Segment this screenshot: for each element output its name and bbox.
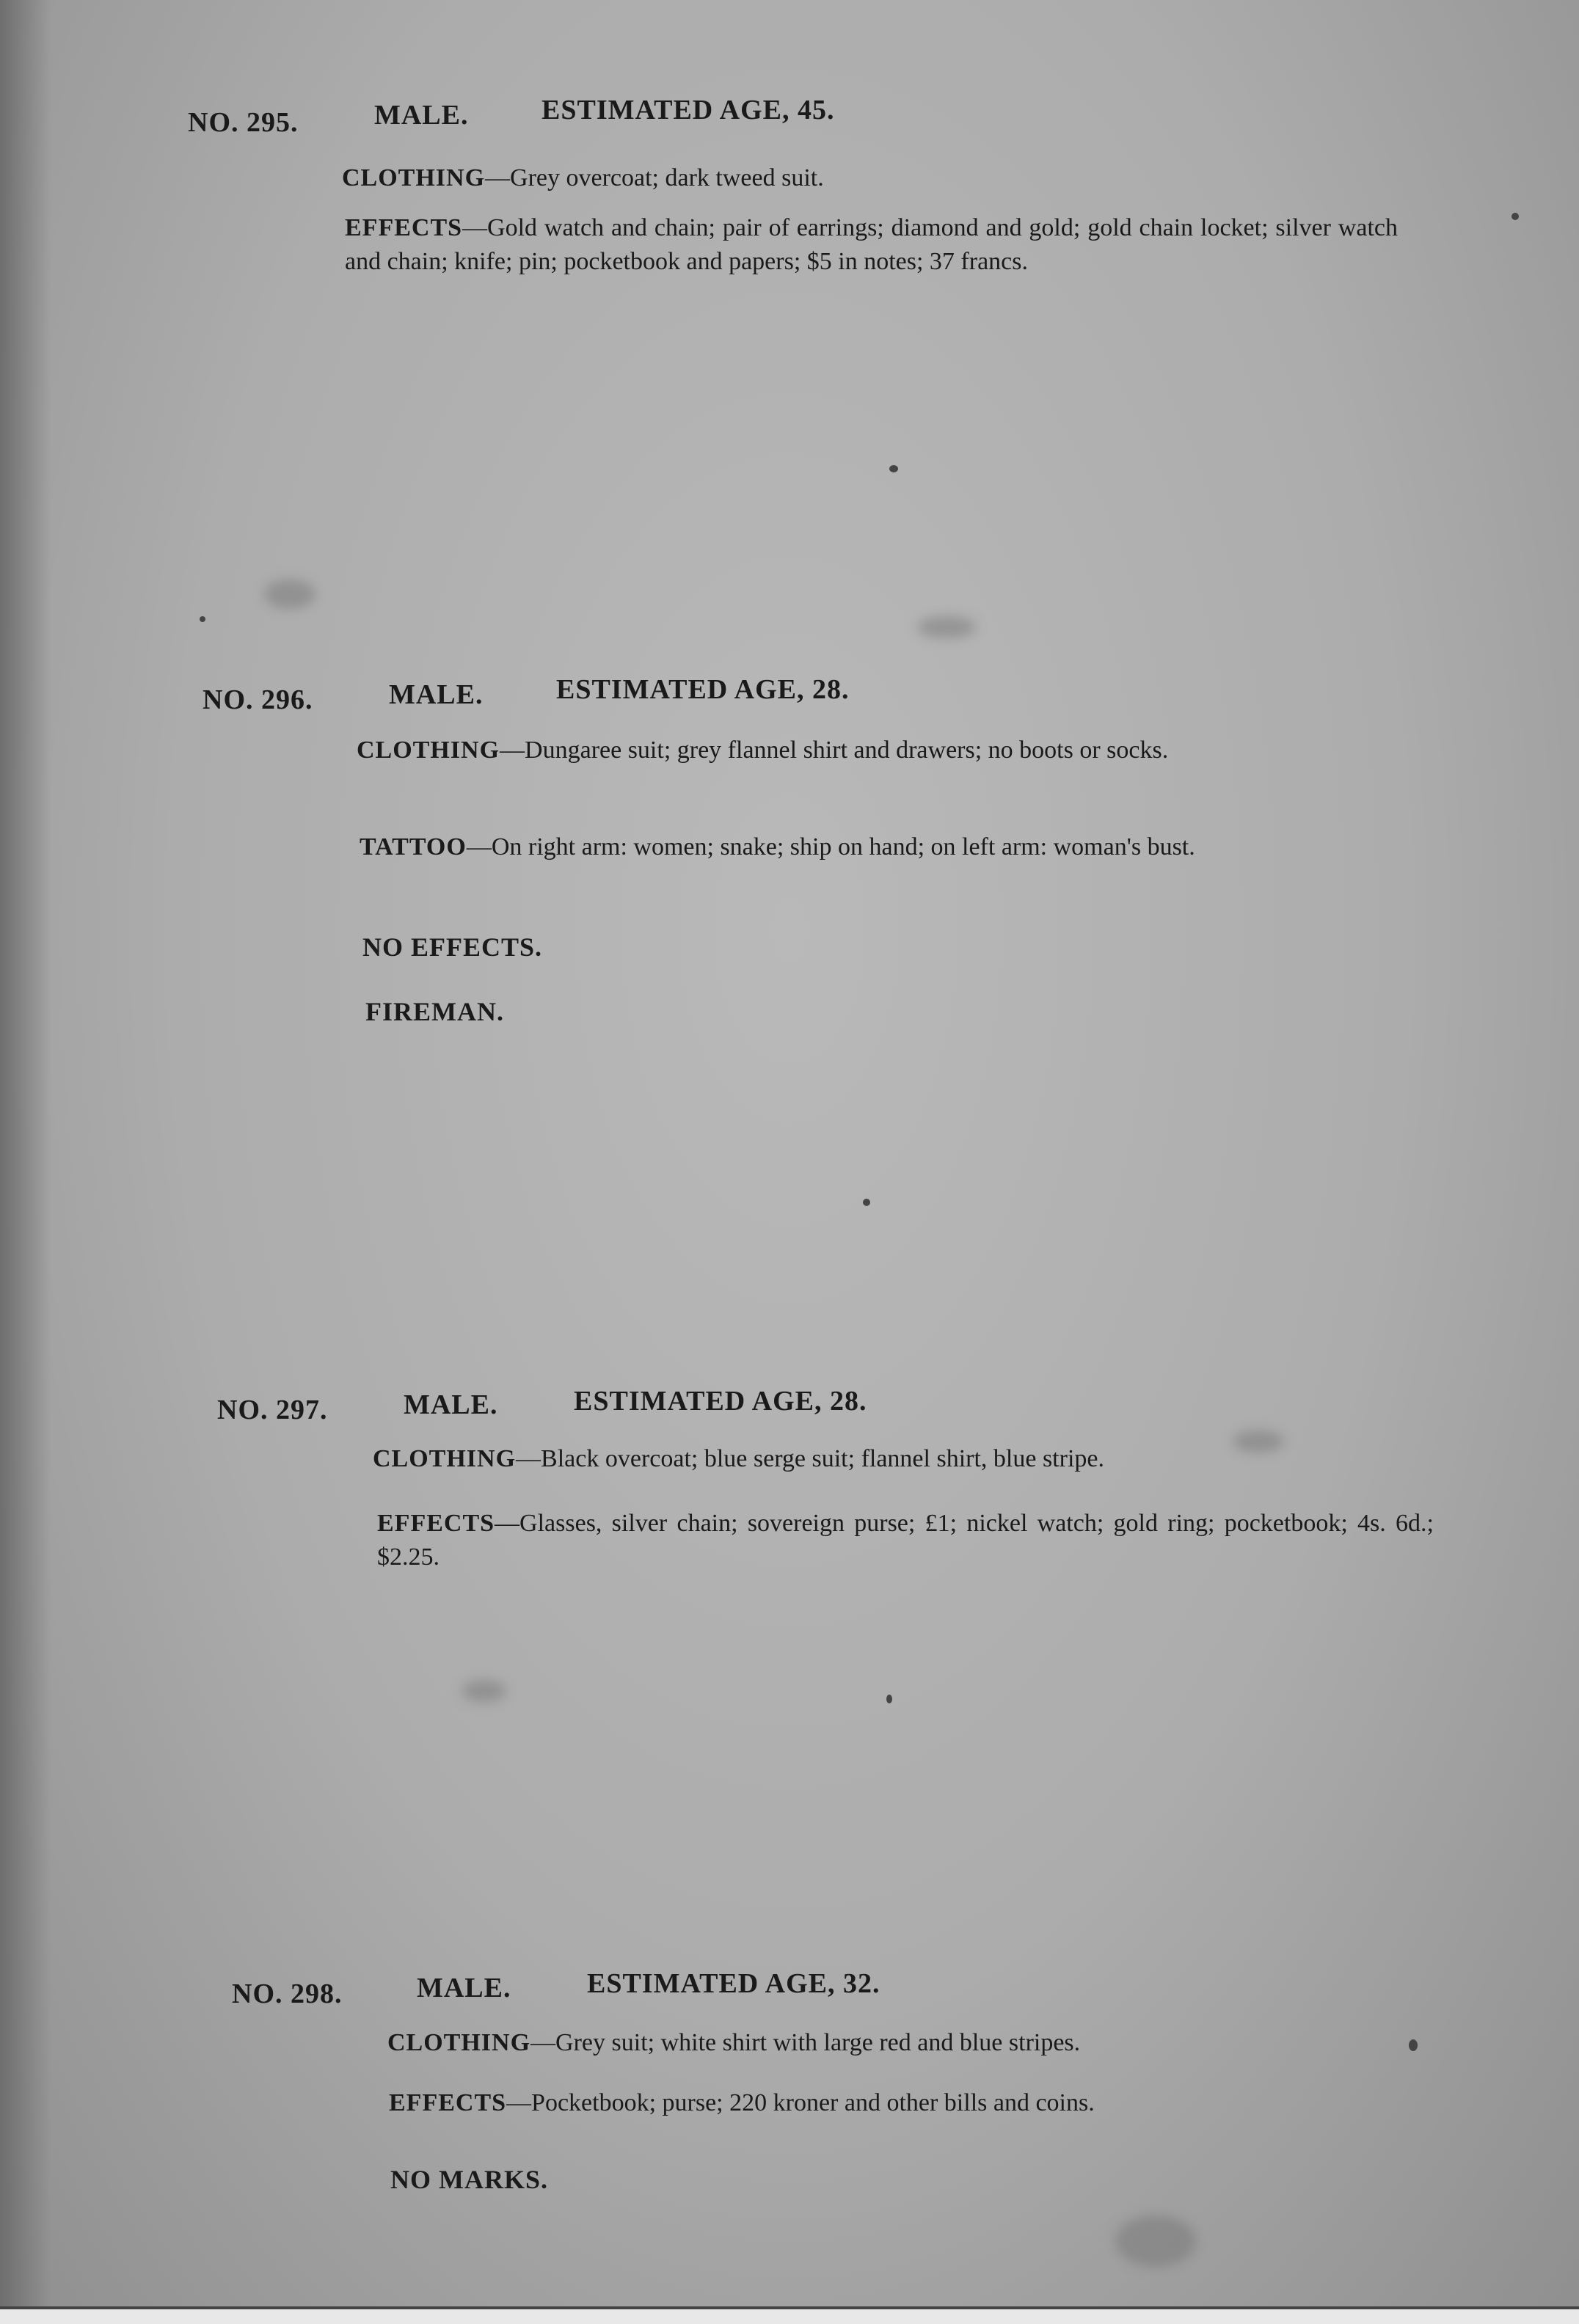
clothing-text: —Dungaree suit; grey flannel shirt and drawers; no boots or socks. [500,737,1169,764]
clothing-field [342,161,1399,195]
effects-text: —Pocketbook; purse; 220 kroner and other bills and coins. [506,2089,1095,2116]
entry-number: NO. 297. [217,1395,328,1425]
clothing-text: —Grey overcoat; dark tweed suit. [485,164,824,191]
clothing-text: —Black overcoat; blue serge suit; flannel shirt, blue stripe. [516,1445,1104,1472]
effects-text: —Gold watch and chain; pair of earrings; diamond and gold; gold chain locket; silver watch and chain; knife; pin; pocketbook and papers; $5 in notes; 37 francs. [345,214,1398,275]
clothing-field [357,734,1413,767]
effects-label: EFFECTS [377,1510,495,1537]
effects-field [345,211,1398,279]
smudge [462,1680,506,1702]
effects-field [389,2086,1431,2120]
clothing-label: CLOTHING [373,1445,517,1472]
entry-number: NO. 296. [203,684,313,715]
effects-label: EFFECTS [389,2089,507,2116]
entry-age: ESTIMATED AGE, 28. [574,1386,867,1417]
speck [886,1695,892,1703]
clothing-field [373,1442,1415,1476]
entry-sex: MALE. [389,679,484,710]
entry-sex: MALE. [417,1973,511,2003]
speck [889,465,898,472]
tattoo-field [360,830,1413,864]
occupation: FIREMAN. [365,997,504,1026]
entry-number: NO. 298. [232,1978,343,2009]
smudge [264,580,316,609]
no-marks: NO MARKS. [390,2165,548,2194]
speck [863,1199,870,1206]
entry-age: ESTIMATED AGE, 28. [556,674,850,705]
clothing-label: CLOTHING [357,737,500,764]
smudge [917,616,976,638]
effects-text: —Glasses, silver chain; sovereign purse; £1; nickel watch; gold ring; pocketbook; 4s. 6d.; $2.25. [377,1510,1434,1571]
clothing-label: CLOTHING [342,164,486,191]
speck [200,616,205,622]
no-effects: NO EFFECTS. [362,932,543,962]
effects-label: EFFECTS [345,214,463,241]
tattoo-label: TATTOO [360,833,467,860]
entry-age: ESTIMATED AGE, 32. [587,1968,880,1999]
clothing-label: CLOTHING [387,2029,531,2056]
tattoo-text: —On right arm: women; snake; ship on hand; on left arm: woman's bust. [466,833,1195,860]
entry-number: NO. 295. [188,107,299,138]
clothing-text: —Grey suit; white shirt with large red and blue stripes. [530,2029,1081,2056]
entry-sex: MALE. [404,1389,498,1420]
clothing-field [387,2026,1429,2060]
scan-edge-bottom [0,2306,1579,2324]
effects-field [377,1507,1434,1574]
speck [1511,213,1519,220]
entry-sex: MALE. [374,100,469,131]
smudge [1115,2215,1196,2267]
entry-age: ESTIMATED AGE, 45. [541,95,835,125]
scan-shadow-left [0,0,51,2324]
